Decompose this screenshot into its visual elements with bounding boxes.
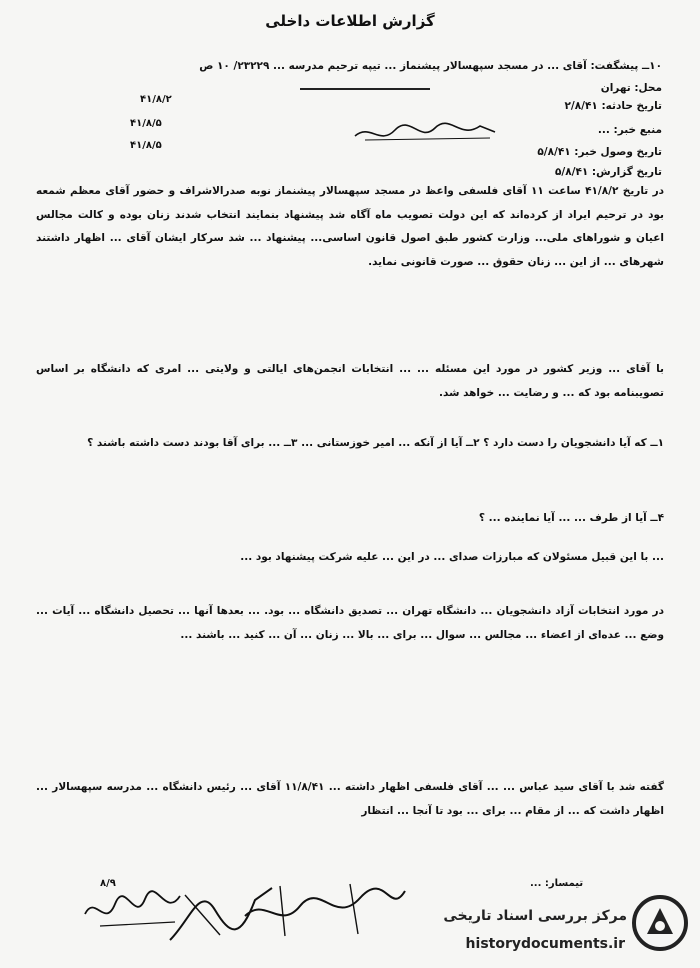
- header-date-received: ۴۱/۸/۵: [130, 118, 162, 129]
- paragraph-4: در مورد انتخابات آزاد دانشجویان ... دانشگاه تهران ... تصدیق دانشگاه ... بود. ... بعدها آنها ... تحصیل دانشگاه ... آیات ... وضع ... عده‌ای از اعضاء ... مجالس ... سوال ... برای ... بالا ... زنان ... آن ... کنید ... باشند ...: [36, 605, 664, 641]
- header-line-received-date: تاریخ وصول خبر: ۵/۸/۴۱: [537, 146, 662, 158]
- header-line-subject: ۱۰ــ پیشگفت: آقای ... در مسجد سپهسالار پیشنماز ... تیپه ترحیم مدرسه ... ۲۳۲۲۹/ ۱۰ ص‌: [199, 60, 662, 72]
- footer-label: تیمسار: ...: [530, 878, 584, 889]
- archive-logo-icon: [631, 894, 689, 952]
- signature-3: [240, 876, 410, 946]
- watermark-url: historydocuments.ir: [465, 936, 625, 952]
- header-line-report-date: تاریخ گزارش: ۵/۸/۴۱: [554, 166, 662, 178]
- paragraph-questions-2: ۴ــ آیا از طرف ... ... آیا نماینده ... ؟: [478, 512, 664, 524]
- header-line-place: محل: تهران: [600, 82, 662, 94]
- paragraph-5: گفته شد با آقای سید عباس ... ... آقای فلسفی اظهار داشته ... ۱۱/۸/۴۱ آقای ... رئیس دانشگاه ... مدرسه سپهسالار ... اظهار داشت که ... از مقام ... برای ... بود تا آنجا ... انتظار: [36, 781, 664, 817]
- document-title: گزارش اطلاعات داخلی: [265, 12, 435, 30]
- redaction-line: [300, 88, 430, 90]
- paragraph-2: با آقای ... وزیر کشور در مورد این مسئله ... ... انتخابات انجمن‌های ایالتی و ولایتی ... امری که دانشگاه بر اساس تصویبنامه بود که ... و رضایت ... خواهد شد.: [36, 363, 664, 399]
- header-date-report: ۴۱/۸/۵: [130, 140, 162, 151]
- paragraph-questions-1: ۱ــ که آیا دانشجویان را دست دارد ؟ ۲ــ آیا از آنکه ... امیر خوزستانی ... ۳ــ ... برای آقا بودند دست داشته باشند ؟: [87, 437, 664, 449]
- archive-watermark: [430, 890, 695, 965]
- header-date-incident: ۴۱/۸/۲: [140, 94, 172, 105]
- paragraph-1: در تاریخ ۴۱/۸/۲ ساعت ۱۱ آقای فلسفی واعظ در مسجد سپهسالار پیشنماز نوبه صدرالاشراف و حضور آقای معظم شمعه بود در ترحیم ایراد از کرده‌اند که این دولت تصویب ماه آگاه شد پیشنهاد بنمایند انتخاب شدند زنان بوده و کالت مجالس اعیان و شوراهای ملی... وزارت کشور طبق اصول قانون اساسی... پیشنهاد ... شد سرکار ایشان آقای ... اظهار داشتند شهرهای ... از این ... زنان حقوق ... صورت قانونی نماید.: [36, 185, 664, 268]
- watermark-persian-text: مرکز بررسی اسناد تاریخی: [443, 908, 627, 924]
- handwritten-source-scribble: [350, 118, 500, 148]
- header-line-incident-date: تاریخ حادثه: ۲/۸/۴۱: [564, 100, 662, 112]
- paragraph-3: ... با این قبیل مسئولان که مبارزات صدای ... در این ... علیه شرکت پیشنهاد بود ...: [240, 551, 664, 563]
- footer-number: ۸/۹: [100, 878, 116, 889]
- header-line-source: منبع خبر: ...: [597, 124, 662, 136]
